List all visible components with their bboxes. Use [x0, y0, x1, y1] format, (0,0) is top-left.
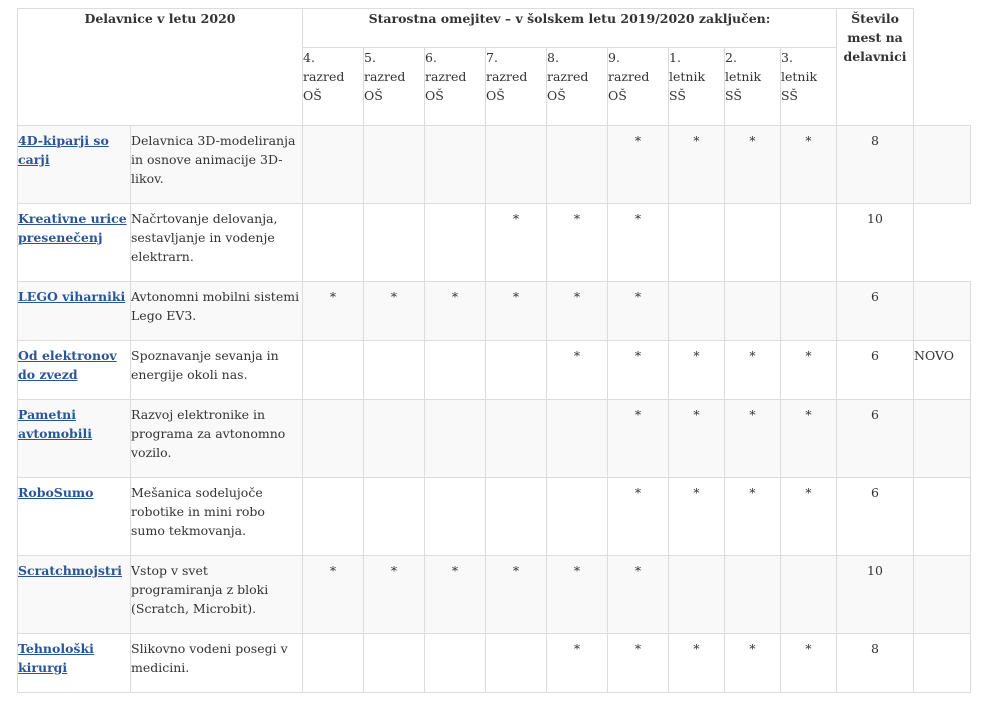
grade-mark: *: [725, 341, 781, 400]
table-row: [18, 282, 971, 341]
workshops-header: Delavnice v letu 2020: [18, 9, 303, 126]
grade-mark: *: [547, 204, 608, 282]
grade-mark: *: [781, 478, 837, 556]
workshop-link[interactable]: RoboSumo: [18, 485, 94, 500]
table-row: [18, 400, 971, 478]
grade-header: [725, 48, 781, 126]
grade-mark: *: [781, 126, 837, 204]
grade-mark: [303, 126, 364, 204]
grade-label-line3: SŠ: [781, 88, 798, 103]
new-badge: [914, 204, 971, 282]
grade-mark: [725, 204, 781, 282]
grade-mark: [781, 282, 837, 341]
grade-header: [547, 48, 608, 126]
grade-mark: *: [781, 634, 837, 693]
new-badge: [914, 478, 971, 556]
grade-mark: [669, 204, 725, 282]
workshop-description: Spoznavanje sevanja in energije okoli nas.: [131, 341, 303, 400]
age-limit-header: Starostna omejitev – v šolskem letu 2019/2020 zaključen:: [303, 9, 837, 48]
grade-mark: *: [608, 282, 669, 341]
workshop-name-cell: [18, 400, 131, 478]
workshop-description: Razvoj elektronike in programa za avtonomno vozilo.: [131, 400, 303, 478]
grade-mark: *: [486, 204, 547, 282]
grade-mark: *: [608, 478, 669, 556]
spots-count: 10: [837, 556, 914, 634]
spots-header: Število mest na delavnici: [837, 9, 914, 126]
grade-mark: [425, 126, 486, 204]
grade-mark: [364, 634, 425, 693]
grade-label-line2: razred: [303, 69, 345, 84]
grade-mark: [425, 478, 486, 556]
table-row: [18, 556, 971, 634]
grade-mark: [425, 634, 486, 693]
grade-mark: [303, 341, 364, 400]
workshop-description: Slikovno vodeni posegi v medicini.: [131, 634, 303, 693]
grade-label-line3: OŠ: [303, 88, 322, 103]
grade-mark: *: [669, 341, 725, 400]
grade-mark: [303, 478, 364, 556]
grade-mark: [303, 204, 364, 282]
workshop-name-cell: [18, 341, 131, 400]
grade-label-line2: razred: [486, 69, 528, 84]
grade-mark: *: [725, 478, 781, 556]
spots-count: 6: [837, 400, 914, 478]
empty-corner-cell: [914, 9, 971, 126]
workshop-link[interactable]: Scratchmojstri: [18, 563, 123, 578]
grade-mark: [486, 478, 547, 556]
workshop-link[interactable]: Tehnološki kirurgi: [18, 641, 94, 675]
grade-mark: [364, 400, 425, 478]
grade-mark: [669, 556, 725, 634]
grade-label-line2: razred: [547, 69, 589, 84]
grade-mark: [781, 556, 837, 634]
grade-mark: *: [608, 400, 669, 478]
grade-mark: *: [669, 400, 725, 478]
grade-label-line3: SŠ: [669, 88, 686, 103]
workshops-table: [17, 8, 971, 693]
grade-header: [425, 48, 486, 126]
grade-label-line1: 5.: [364, 50, 376, 65]
grade-mark: *: [486, 556, 547, 634]
grade-mark: [303, 400, 364, 478]
workshop-description: Delavnica 3D-modeliranja in osnove animacije 3D-likov.: [131, 126, 303, 204]
grade-mark: [547, 400, 608, 478]
grade-mark: [425, 204, 486, 282]
workshop-name-cell: [18, 282, 131, 341]
grade-mark: *: [669, 126, 725, 204]
workshop-link[interactable]: 4D-kiparji so carji: [18, 133, 109, 167]
grade-mark: *: [364, 556, 425, 634]
grade-label-line1: 8.: [547, 50, 559, 65]
grade-label-line2: razred: [608, 69, 650, 84]
new-badge: [914, 556, 971, 634]
grade-mark: [669, 282, 725, 341]
grade-header: [669, 48, 725, 126]
spots-count: 8: [837, 126, 914, 204]
workshop-name-cell: [18, 204, 131, 282]
new-badge: [914, 634, 971, 693]
spots-count: 10: [837, 204, 914, 282]
table-row: [18, 204, 971, 282]
grade-mark: *: [669, 478, 725, 556]
grade-mark: [425, 341, 486, 400]
grade-mark: *: [608, 634, 669, 693]
workshop-description: Vstop v svet programiranja z bloki (Scratch, Microbit).: [131, 556, 303, 634]
grade-label-line3: OŠ: [608, 88, 627, 103]
workshop-description: Mešanica sodelujoče robotike in mini robo sumo tekmovanja.: [131, 478, 303, 556]
grade-mark: *: [547, 634, 608, 693]
spots-count: 8: [837, 634, 914, 693]
spots-count: 6: [837, 478, 914, 556]
grade-label-line3: OŠ: [425, 88, 444, 103]
grade-mark: *: [725, 634, 781, 693]
grade-mark: [364, 204, 425, 282]
grade-mark: *: [547, 556, 608, 634]
grade-mark: *: [425, 556, 486, 634]
grade-label-line1: 3.: [781, 50, 793, 65]
grade-mark: *: [547, 341, 608, 400]
table-row: [18, 478, 971, 556]
grade-mark: [364, 341, 425, 400]
grade-header: [608, 48, 669, 126]
grade-mark: [425, 400, 486, 478]
grade-header: [303, 48, 364, 126]
grade-mark: *: [486, 282, 547, 341]
grade-mark: *: [725, 400, 781, 478]
grade-label-line3: OŠ: [486, 88, 505, 103]
grade-mark: *: [547, 282, 608, 341]
grade-label-line1: 4.: [303, 50, 315, 65]
grade-label-line1: 1.: [669, 50, 681, 65]
grade-header: [781, 48, 837, 126]
grade-mark: *: [781, 341, 837, 400]
grade-label-line2: razred: [425, 69, 467, 84]
grade-mark: [486, 634, 547, 693]
grade-mark: [486, 126, 547, 204]
grade-mark: [364, 478, 425, 556]
grade-mark: *: [425, 282, 486, 341]
table-row: [18, 634, 971, 693]
grade-mark: *: [364, 282, 425, 341]
new-badge: [914, 282, 971, 341]
grade-label-line3: OŠ: [547, 88, 566, 103]
table-row: [18, 126, 971, 204]
grade-label-line2: razred: [364, 69, 406, 84]
spots-count: 6: [837, 282, 914, 341]
grade-label-line1: 9.: [608, 50, 620, 65]
grade-mark: [486, 400, 547, 478]
new-badge: [914, 126, 971, 204]
grade-mark: [303, 634, 364, 693]
grade-mark: [725, 282, 781, 341]
grade-label-line2: letnik: [725, 69, 762, 84]
workshop-link[interactable]: Kreativne urice presenečenj: [18, 211, 127, 245]
grade-mark: [725, 556, 781, 634]
workshop-name-cell: [18, 478, 131, 556]
grade-header: [486, 48, 547, 126]
workshop-description: Načrtovanje delovanja, sestavljanje in vodenje elektrarn.: [131, 204, 303, 282]
grade-mark: *: [669, 634, 725, 693]
spots-count: 6: [837, 341, 914, 400]
grade-mark: *: [303, 556, 364, 634]
workshop-description: Avtonomni mobilni sistemi Lego EV3.: [131, 282, 303, 341]
workshop-link[interactable]: Pametni avtomobili: [18, 407, 93, 441]
grade-label-line2: letnik: [781, 69, 818, 84]
grade-mark: [486, 341, 547, 400]
new-badge: NOVO: [914, 341, 971, 400]
grade-label-line1: 2.: [725, 50, 737, 65]
table-row: [18, 341, 971, 400]
grade-mark: *: [608, 341, 669, 400]
workshop-name-cell: [18, 634, 131, 693]
grade-header: [364, 48, 425, 126]
new-badge: [914, 400, 971, 478]
grade-mark: [547, 478, 608, 556]
grade-label-line1: 7.: [486, 50, 498, 65]
grade-mark: *: [608, 204, 669, 282]
grade-label-line1: 6.: [425, 50, 437, 65]
grade-mark: *: [608, 556, 669, 634]
grade-mark: *: [608, 126, 669, 204]
grade-label-line3: SŠ: [725, 88, 742, 103]
grade-mark: [781, 204, 837, 282]
grade-mark: *: [303, 282, 364, 341]
grade-mark: [364, 126, 425, 204]
workshop-link[interactable]: LEGO viharniki: [18, 289, 126, 304]
workshop-name-cell: [18, 126, 131, 204]
grade-label-line2: letnik: [669, 69, 706, 84]
workshop-name-cell: [18, 556, 131, 634]
workshop-link[interactable]: Od elektronov do zvezd: [18, 348, 117, 382]
grade-mark: *: [725, 126, 781, 204]
grade-label-line3: OŠ: [364, 88, 383, 103]
grade-mark: *: [781, 400, 837, 478]
grade-mark: [547, 126, 608, 204]
